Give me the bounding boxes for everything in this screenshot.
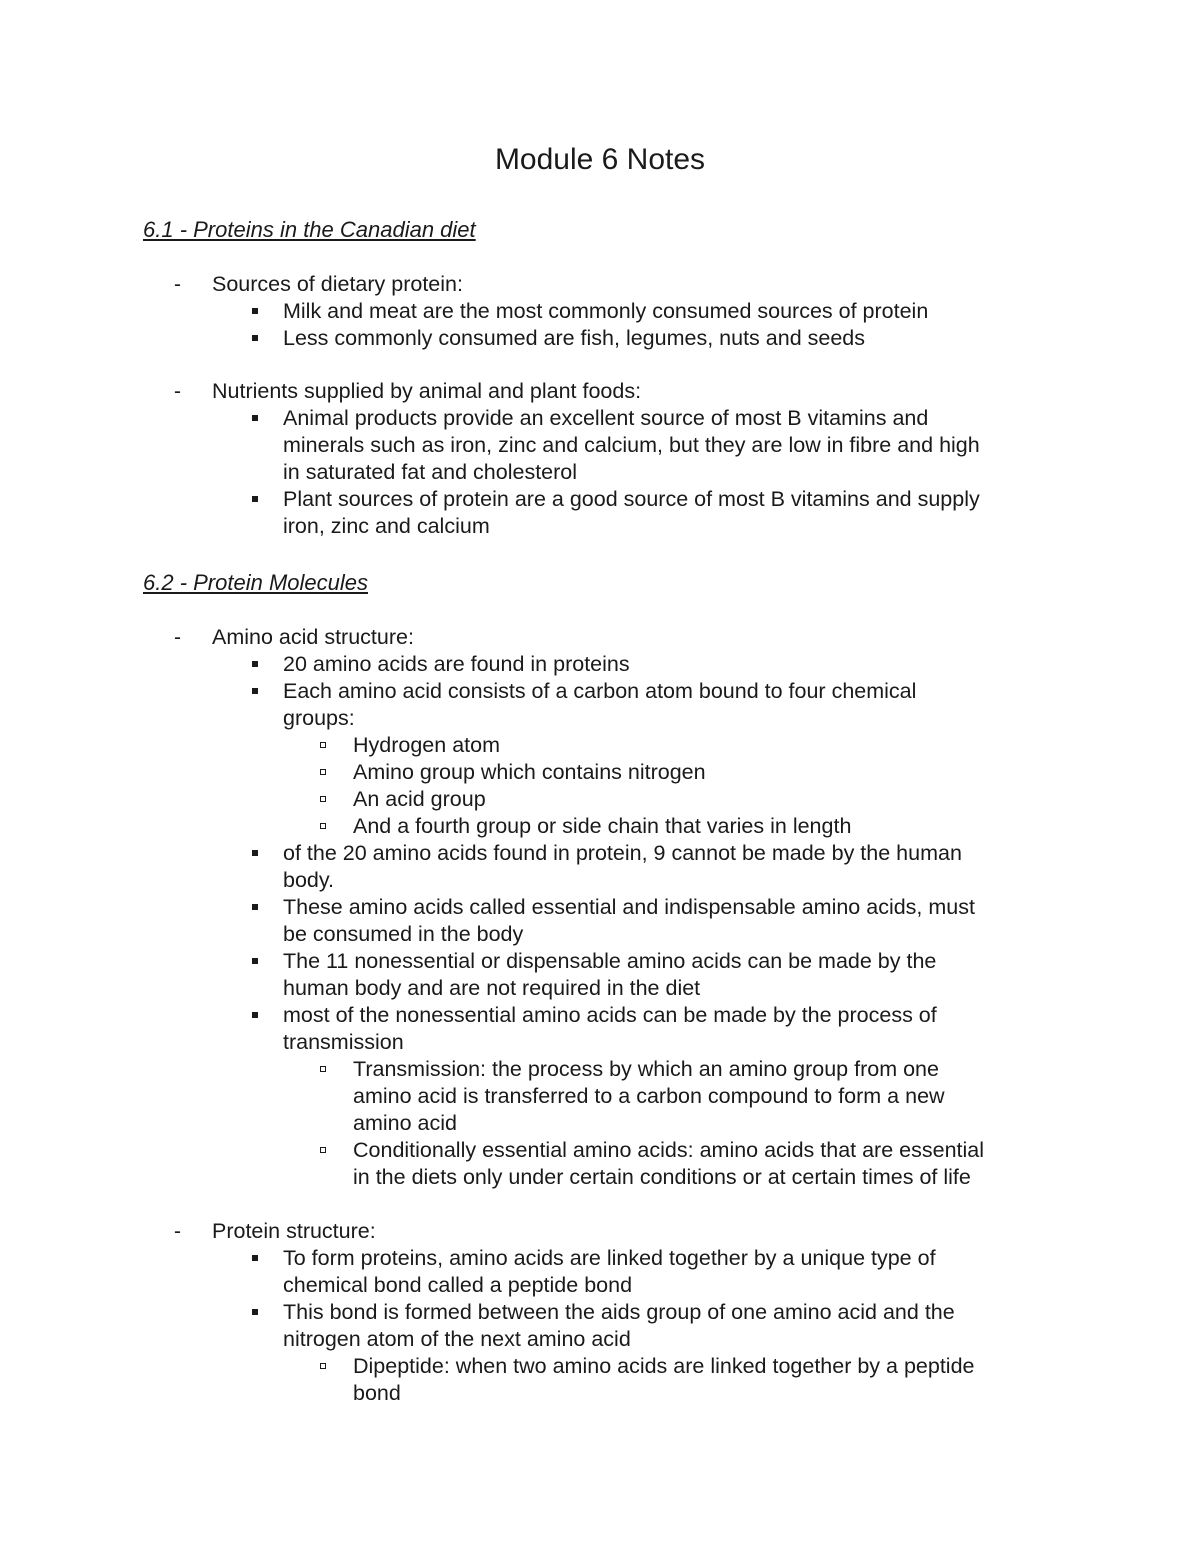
sub-list-item-continuation: in the diets only under certain conditions or at certain times of life: [353, 1165, 971, 1189]
list-item: 20 amino acids are found in proteins: [283, 652, 630, 676]
list-item: Protein structure:: [212, 1219, 376, 1243]
list-item-continuation: transmission: [283, 1030, 404, 1054]
list-item: This bond is formed between the aids group of one amino acid and the: [283, 1300, 955, 1324]
square-bullet-icon: [252, 335, 258, 341]
list-item-continuation: in saturated fat and cholesterol: [283, 460, 578, 484]
list-item: Plant sources of protein are a good source of most B vitamins and supply: [283, 487, 980, 511]
list-item: The 11 nonessential or dispensable amino acids can be made by the: [283, 949, 937, 973]
sub-list-item: Dipeptide: when two amino acids are linked together by a peptide: [353, 1354, 975, 1378]
dash-marker: -: [174, 626, 181, 649]
list-item: Sources of dietary protein:: [212, 272, 463, 296]
list-item-continuation: nitrogen atom of the next amino acid: [283, 1327, 631, 1351]
square-bullet-icon: [252, 308, 258, 314]
square-bullet-icon: [252, 1309, 258, 1315]
list-item: of the 20 amino acids found in protein, 9 cannot be made by the human: [283, 841, 962, 865]
list-item-continuation: groups:: [283, 706, 355, 730]
square-bullet-icon: [252, 904, 258, 910]
hollow-square-bullet-icon: [320, 1066, 326, 1072]
square-bullet-icon: [252, 661, 258, 667]
sub-list-item-continuation: amino acid: [353, 1111, 457, 1135]
sub-list-item: Hydrogen atom: [353, 733, 500, 757]
list-item: Animal products provide an excellent source of most B vitamins and: [283, 406, 929, 430]
list-item: To form proteins, amino acids are linked together by a unique type of: [283, 1246, 936, 1270]
sub-list-item-continuation: bond: [353, 1381, 401, 1405]
section-heading-6-2: 6.2 - Protein Molecules: [143, 570, 368, 595]
square-bullet-icon: [252, 1255, 258, 1261]
list-item: Milk and meat are the most commonly consumed sources of protein: [283, 299, 929, 323]
square-bullet-icon: [252, 850, 258, 856]
dash-marker: -: [174, 1220, 181, 1243]
square-bullet-icon: [252, 1012, 258, 1018]
square-bullet-icon: [252, 415, 258, 421]
hollow-square-bullet-icon: [320, 742, 326, 748]
page-title: Module 6 Notes: [494, 143, 706, 176]
square-bullet-icon: [252, 958, 258, 964]
list-item: Each amino acid consists of a carbon atom bound to four chemical: [283, 679, 917, 703]
section-heading-6-1: 6.1 - Proteins in the Canadian diet: [143, 217, 476, 242]
list-item: most of the nonessential amino acids can be made by the process of: [283, 1003, 937, 1027]
list-item-continuation: human body and are not required in the diet: [283, 976, 701, 1000]
list-item: Nutrients supplied by animal and plant foods:: [212, 379, 642, 403]
list-item: Amino acid structure:: [212, 625, 414, 649]
hollow-square-bullet-icon: [320, 1363, 326, 1369]
sub-list-item: An acid group: [353, 787, 486, 811]
dash-marker: -: [174, 273, 181, 296]
square-bullet-icon: [252, 688, 258, 694]
list-item-continuation: be consumed in the body: [283, 922, 524, 946]
square-bullet-icon: [252, 496, 258, 502]
sub-list-item: Amino group which contains nitrogen: [353, 760, 706, 784]
list-item-continuation: chemical bond called a peptide bond: [283, 1273, 633, 1297]
list-item-continuation: body.: [283, 868, 334, 892]
dash-marker: -: [174, 380, 181, 403]
sub-list-item: Transmission: the process by which an amino group from one: [353, 1057, 939, 1081]
hollow-square-bullet-icon: [320, 823, 326, 829]
hollow-square-bullet-icon: [320, 796, 326, 802]
hollow-square-bullet-icon: [320, 1147, 326, 1153]
list-item-continuation: iron, zinc and calcium: [283, 514, 490, 538]
sub-list-item: Conditionally essential amino acids: amino acids that are essential: [353, 1138, 985, 1162]
sub-list-item-continuation: amino acid is transferred to a carbon compound to form a new: [353, 1084, 945, 1108]
hollow-square-bullet-icon: [320, 769, 326, 775]
list-item: These amino acids called essential and indispensable amino acids, must: [283, 895, 975, 919]
sub-list-item: And a fourth group or side chain that varies in length: [353, 814, 852, 838]
list-item: Less commonly consumed are fish, legumes, nuts and seeds: [283, 326, 865, 350]
list-item-continuation: minerals such as iron, zinc and calcium, but they are low in fibre and high: [283, 433, 980, 457]
